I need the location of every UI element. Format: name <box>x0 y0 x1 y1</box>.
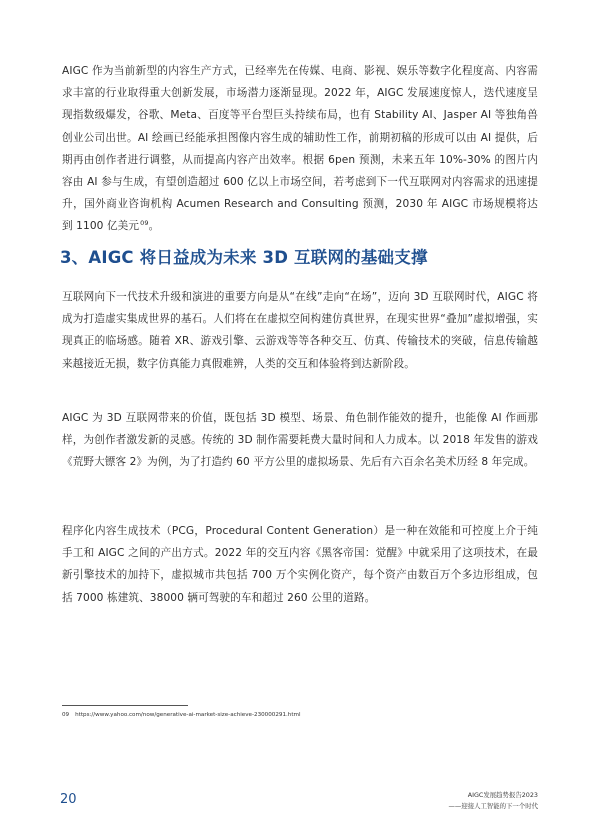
page-number: 20 <box>60 792 77 807</box>
body-paragraph-3: AIGC 为 3D 互联网带来的价值，既包括 3D 模型、场景、角色制作能效的提升，也能像 AI 作画那样，为创作者激发新的灵感。传统的 3D 制作需要耗费大量时间和人力成本。以 2018 年发售的游戏《荒野大镖客 2》为例，为了打造约 60 平方公里的虚拟场景、先后有六百余名美术历经 8 年完成。 <box>62 412 538 469</box>
body-paragraph-4: 程序化内容生成技术（PCG，Procedural Content Generation）是一种在效能和可控度上介于纯手工和 AIGC 之间的产出方式。2022 年的交互内容《黑客帝国：觉醒》中就采用了这项技术，在最新引擎技术的加持下，虚拟城市共包括 700 万个实例化资产，每个资产由数百万个多边形组成，包括 7000 栋建筑、38000 辆可驾驶的车和超过 260 公里的道路。 <box>62 525 538 604</box>
footnote-link[interactable]: https://www.yahoo.com/now/generative-ai-market-size-achieve-230000291.html <box>75 712 301 718</box>
footnote-reference[interactable]: 09 <box>140 218 149 227</box>
footnote-divider <box>62 705 188 706</box>
report-title: AIGC发展趋势报告2023 <box>467 791 538 799</box>
body-paragraph-2: 互联网向下一代技术升级和演进的重要方向是从“在线”走向“在场”，迈向 3D 互联网时代，AIGC 将成为打造虚实集成世界的基石。人们将在在虚拟空间构建仿真世界，在现实世界“叠加”虚拟增强，实现真正的临场感。随着 XR、游戏引擎、云游戏等等各种交互、仿真、传输技术的突破，信息传输越来越接近无损，数字仿真能力真假难辨，人类的交互和体验将到达新阶段。 <box>62 291 538 370</box>
body-paragraph-1 <box>62 60 538 238</box>
paragraph-1-end: 。 <box>148 220 160 233</box>
paragraph-1-text: AIGC 作为当前新型的内容生产方式，已经率先在传媒、电商、影视、娱乐等数字化程度高、内容需求丰富的行业取得重大创新发展，市场潜力逐渐显现。2022 年，AIGC 发展速度惊人，迭代速度呈现指数级爆发，谷歌、Meta、百度等平台型巨头持续布局，也有 Stability AI、Jasper AI 等独角兽创业公司出世。AI 绘画已经能承担图像内容生成的辅助性工作，前期初稿的形成可以由 AI 提供，后期再由创作者进行调整，从而提高内容产出效率。根据 6pen 预测，未来五年 10%-30% 的图片内容由 AI 参与生成，有望创造超过 600 亿以上市场空间，若考虑到下一代互联网对内容需求的迅速提升，国外商业咨询机构 Acumen Research and Consulting 预测，2030 年 AIGC 市场规模将达到 1100 亿美元 <box>62 65 538 233</box>
footnote-number: 09 <box>62 712 70 718</box>
footnote <box>62 711 538 719</box>
running-footer <box>449 790 538 812</box>
report-subtitle: ——迎接人工智能的下一个时代 <box>448 802 538 810</box>
section-heading: 3、AIGC 将日益成为未来 3D 互联网的基础支撑 <box>60 248 428 267</box>
